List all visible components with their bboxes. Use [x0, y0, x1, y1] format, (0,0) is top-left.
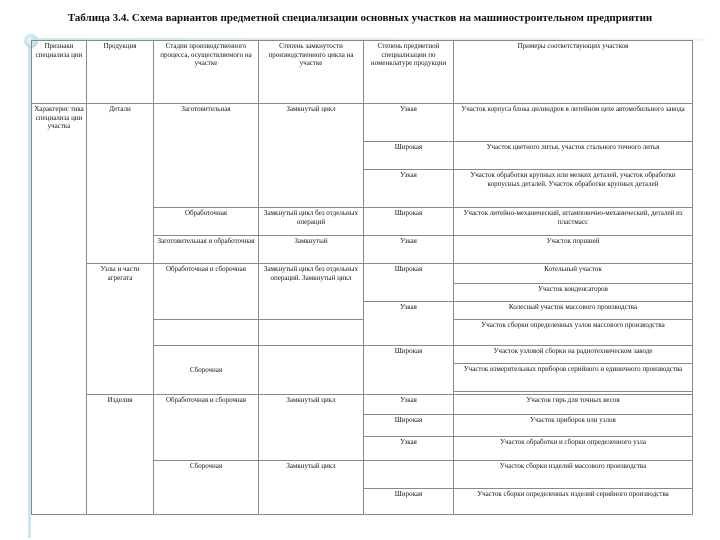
stage-cell: Сборочная	[154, 346, 259, 395]
closure-cell: Замкнутый цикл без отдельных операций	[259, 208, 364, 236]
spec-cell: Узкая	[364, 104, 454, 142]
spec-cell: Широкая	[364, 346, 454, 395]
specialization-table	[31, 40, 693, 515]
table-title: Таблица 3.4. Схема вариантов предметной специализации основных участков на машиностроительном предприятии	[67, 12, 653, 24]
example-cell: Участок цветного литья, участок стального точного литья	[454, 142, 693, 170]
empty-cell	[259, 346, 364, 395]
header-cell: Степень замкнутости производственного цикла на участке	[259, 41, 364, 104]
table-row	[32, 104, 693, 142]
header-cell: Степень предметной специализации по номенклатуре продукции	[364, 41, 454, 104]
example-cell: Участок измерительных приборов серийного и единичного производства	[454, 364, 693, 392]
example-cell: Участок поршней	[454, 236, 693, 264]
example-cell: Участок конденсаторов	[454, 284, 693, 302]
example-cell: Участок обработки крупных или мелких деталей, участок обработки корпусных деталей. Участок обработки крупных деталей	[454, 170, 693, 208]
stage-cell: Заготовительная	[154, 104, 259, 208]
closure-cell: Замкнутый цикл	[259, 104, 364, 208]
closure-cell: Замкнутый цикл без отдельных операций. Замкнутый цикл	[259, 264, 364, 320]
spec-cell: Узкая	[364, 236, 454, 264]
example-cell: Котельный участок	[454, 264, 693, 284]
stage-cell: Обработочная и сборочная	[154, 264, 259, 320]
example-cell: Участок обработки и сборки определенного узла	[454, 437, 693, 461]
empty-cell	[259, 320, 364, 346]
spec-cell: Узкая	[364, 395, 454, 415]
stage-cell: Сборочная	[154, 461, 259, 515]
example-cell: Участок сборки определенных изделий серийного производства	[454, 489, 693, 515]
spec-cell: Широкая	[364, 489, 454, 515]
stage-cell: Обработочная	[154, 208, 259, 236]
spec-cell: Широкая	[364, 208, 454, 236]
header-cell: Примеры соответствующих участков	[454, 41, 693, 104]
example-cell: Колесный участок массового производства	[454, 302, 693, 320]
empty-cell	[154, 320, 259, 346]
header-row	[32, 41, 693, 104]
empty-cell	[364, 461, 454, 489]
header-cell: Стадии производственного процесса, осуществляемого на участке	[154, 41, 259, 104]
example-cell: Участок узловой сборки на радиотехническом заводе	[454, 346, 693, 364]
header-cell: Признаки специализа ции	[32, 41, 87, 104]
spec-cell: Узкая	[364, 437, 454, 461]
example-cell: Участок гирь для точных весов	[454, 395, 693, 415]
spec-cell: Широкая	[364, 142, 454, 170]
product-cell: Изделия	[87, 395, 154, 515]
product-cell: Детали	[87, 104, 154, 264]
spec-cell: Широкая	[364, 264, 454, 302]
example-cell: Участок литейно-механический, штамповочно-механический, деталей из пластмасс	[454, 208, 693, 236]
spec-cell: Узкая	[364, 302, 454, 346]
feature-cell: Характерис тика специализа ции участка	[32, 104, 87, 515]
closure-cell: Замкнутый цикл	[259, 395, 364, 461]
table-row	[32, 395, 693, 415]
stage-cell: Заготовительная и обработочная	[154, 236, 259, 264]
stage-cell: Обработочная и сборочная	[154, 395, 259, 461]
table-row	[32, 264, 693, 284]
example-cell: Участок корпуса блока цилиндров в литейном цехе автомобильного завода	[454, 104, 693, 142]
header-cell: Продукция	[87, 41, 154, 104]
example-cell: Участок сборки определенных узлов массового производства	[454, 320, 693, 346]
example-cell: Участок приборов или узлов	[454, 415, 693, 437]
example-cell: Участок сборки изделий массового производства	[454, 461, 693, 489]
closure-cell: Замкнутый	[259, 236, 364, 264]
product-cell: Узлы и части агрегата	[87, 264, 154, 395]
closure-cell: Замкнутый цикл	[259, 461, 364, 515]
spec-cell: Широкая	[364, 415, 454, 437]
spec-cell: Узкая	[364, 170, 454, 208]
